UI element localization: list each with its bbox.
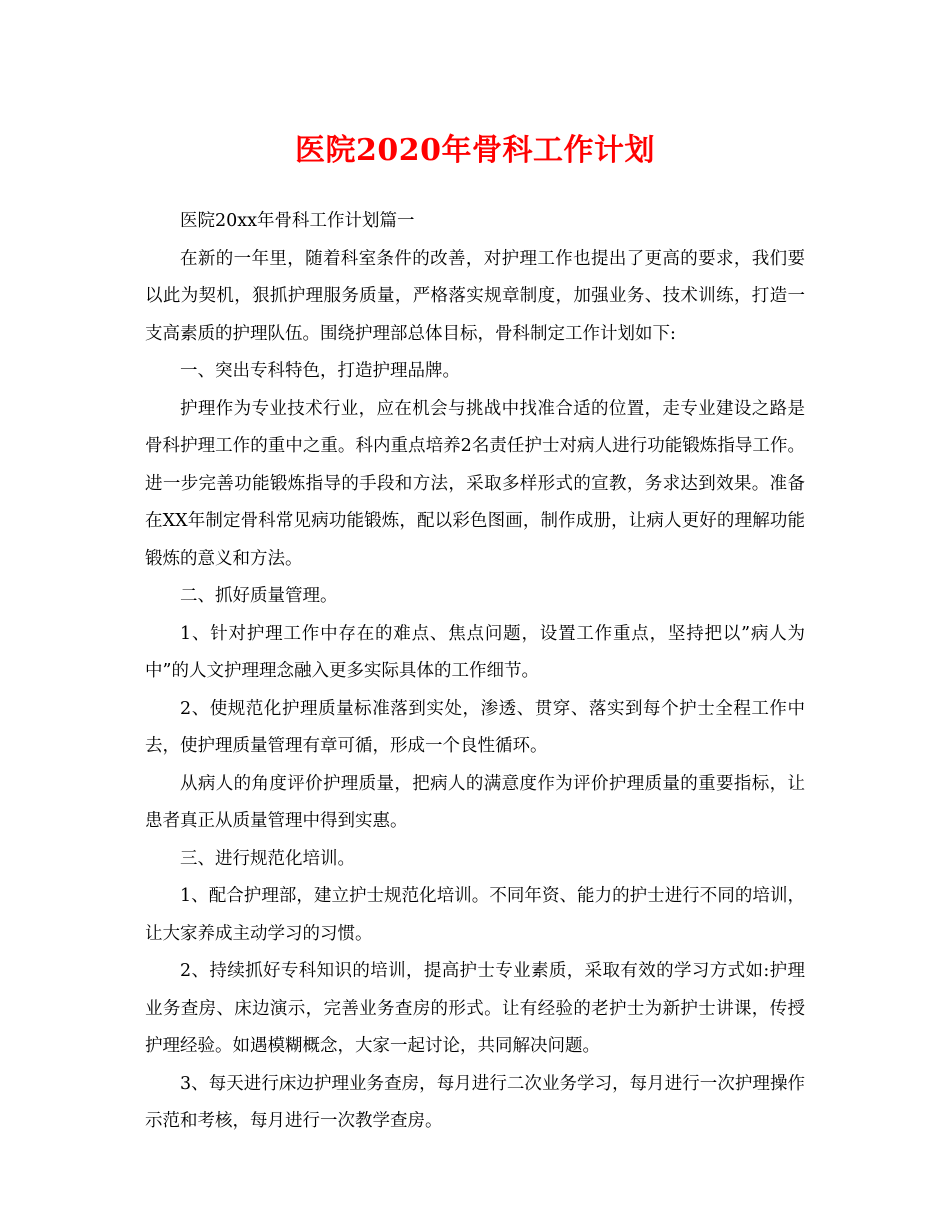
body-paragraph: 护理作为专业技术行业，应在机会与挑战中找准合适的位置，走专业建设之路是骨科护理工作的重中之重。科内重点培养2名责任护士对病人进行功能锻炼指导工作。进一步完善功能锻炼指导的手段和方法，采取多样形式的宣教，务求达到效果。准备在XX年制定骨科常见病功能锻炼，配以彩色图画，制作成册，让病人更好的理解功能锻炼的意义和方法。 xyxy=(145,398,805,569)
section-heading: 二、抓好质量管理。 xyxy=(180,586,338,606)
document-body xyxy=(145,203,805,1141)
body-paragraph: 1、配合护理部，建立护士规范化培训。不同年资、能力的护士进行不同的培训，让大家养成主动学习的习惯。 xyxy=(145,886,805,944)
section-heading: 三、进行规范化培训。 xyxy=(180,848,355,869)
body-paragraph: 3、每天进行床边护理业务查房，每月进行二次业务学习，每月进行一次护理操作示范和考核，每月进行一次教学查房。 xyxy=(145,1073,805,1131)
body-paragraph: 在新的一年里，随着科室条件的改善，对护理工作也提出了更高的要求，我们要以此为契机，狠抓护理服务质量，严格落实规章制度，加强业务、技术训练，打造一支高素质的护理队伍。围绕护理部总体目标，骨科制定工作计划如下: xyxy=(145,248,805,344)
body-paragraph: 从病人的角度评价护理质量，把病人的满意度作为评价护理质量的重要指标，让患者真正从质量管理中得到实惠。 xyxy=(145,773,805,831)
body-paragraph: 1、针对护理工作中存在的难点、焦点问题，设置工作重点，坚持把以”病人为中”的人文护理理念融入更多实际具体的工作细节。 xyxy=(145,623,805,681)
section-heading: 医院20xx年骨科工作计划篇一 xyxy=(180,211,415,231)
body-paragraph: 2、持续抓好专科知识的培训，提高护士专业素质，采取有效的学习方式如:护理业务查房、床边演示，完善业务查房的形式。让有经验的老护士为新护士讲课，传授护理经验。如遇模糊概念，大家一起讨论，共同解决问题。 xyxy=(145,961,805,1056)
section-heading: 一、突出专科特色，打造护理品牌。 xyxy=(180,361,460,381)
body-paragraph: 2、使规范化护理质量标准落到实处，渗透、贯穿、落实到每个护士全程工作中去，使护理质量管理有章可循，形成一个良性循环。 xyxy=(145,698,805,756)
document-title: 医院2020年骨科工作计划 xyxy=(295,133,655,168)
